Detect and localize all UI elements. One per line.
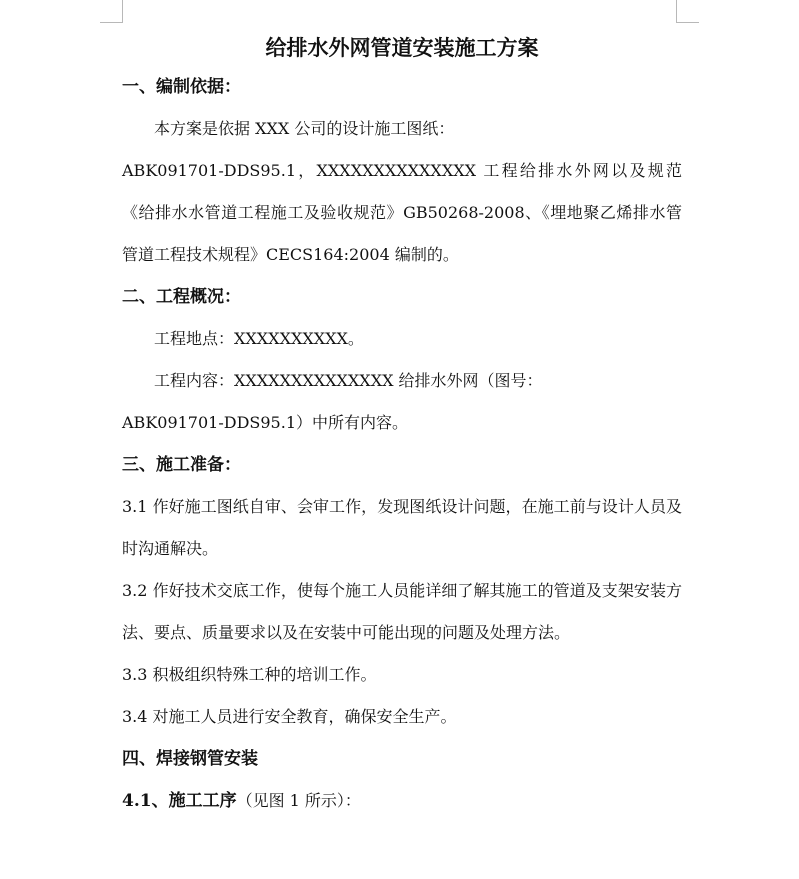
section-1-heading: 一、编制依据： bbox=[122, 77, 241, 97]
page-corner-mark-left bbox=[100, 0, 123, 23]
section-2-location: 工程地点：XXXXXXXXXX。 bbox=[154, 329, 364, 348]
section-1-paragraph-1: 本方案是依据 XXX 公司的设计施工图纸： bbox=[154, 119, 455, 138]
section-4-1-note: （见图 1 所示）： bbox=[236, 791, 361, 810]
section-4-1-heading bbox=[122, 780, 682, 822]
section-2-content: 工程内容：XXXXXXXXXXXXXX 给排水外网（图号： bbox=[154, 371, 543, 390]
section-2-heading: 二、工程概况： bbox=[122, 287, 241, 307]
section-4-heading: 四、焊接钢管安装 bbox=[122, 749, 258, 769]
section-3-item-2: 3.2 作好技术交底工作，使每个施工人员能详细了解其施工的管道及支架安装方法、要点、质量要求以及在安装中可能出现的问题及处理方法。 bbox=[122, 581, 682, 642]
document-body bbox=[122, 30, 682, 822]
section-3-heading: 三、施工准备： bbox=[122, 455, 241, 475]
section-4-1-title: 4.1、施工工序 bbox=[122, 791, 237, 811]
document-title: 给排水外网管道安装施工方案 bbox=[265, 35, 539, 60]
section-3-item-1: 3.1 作好施工图纸自审、会审工作，发现图纸设计问题，在施工前与设计人员及时沟通解决。 bbox=[122, 497, 682, 558]
page-corner-mark-right bbox=[676, 0, 699, 23]
section-3-item-3: 3.3 积极组织特殊工种的培训工作。 bbox=[122, 665, 377, 684]
section-2-content-cont: ABK091701-DDS95.1）中所有内容。 bbox=[122, 413, 408, 432]
section-3-item-4: 3.4 对施工人员进行安全教育，确保安全生产。 bbox=[122, 707, 457, 726]
section-1-paragraph-2: ABK091701-DDS95.1，XXXXXXXXXXXXXX 工程给排水外网以及规范《给排水水管道工程施工及验收规范》GB50268-2008、《埋地聚乙烯排水管管道工程技术规程》CECS164:2004 编制的。 bbox=[122, 161, 682, 264]
